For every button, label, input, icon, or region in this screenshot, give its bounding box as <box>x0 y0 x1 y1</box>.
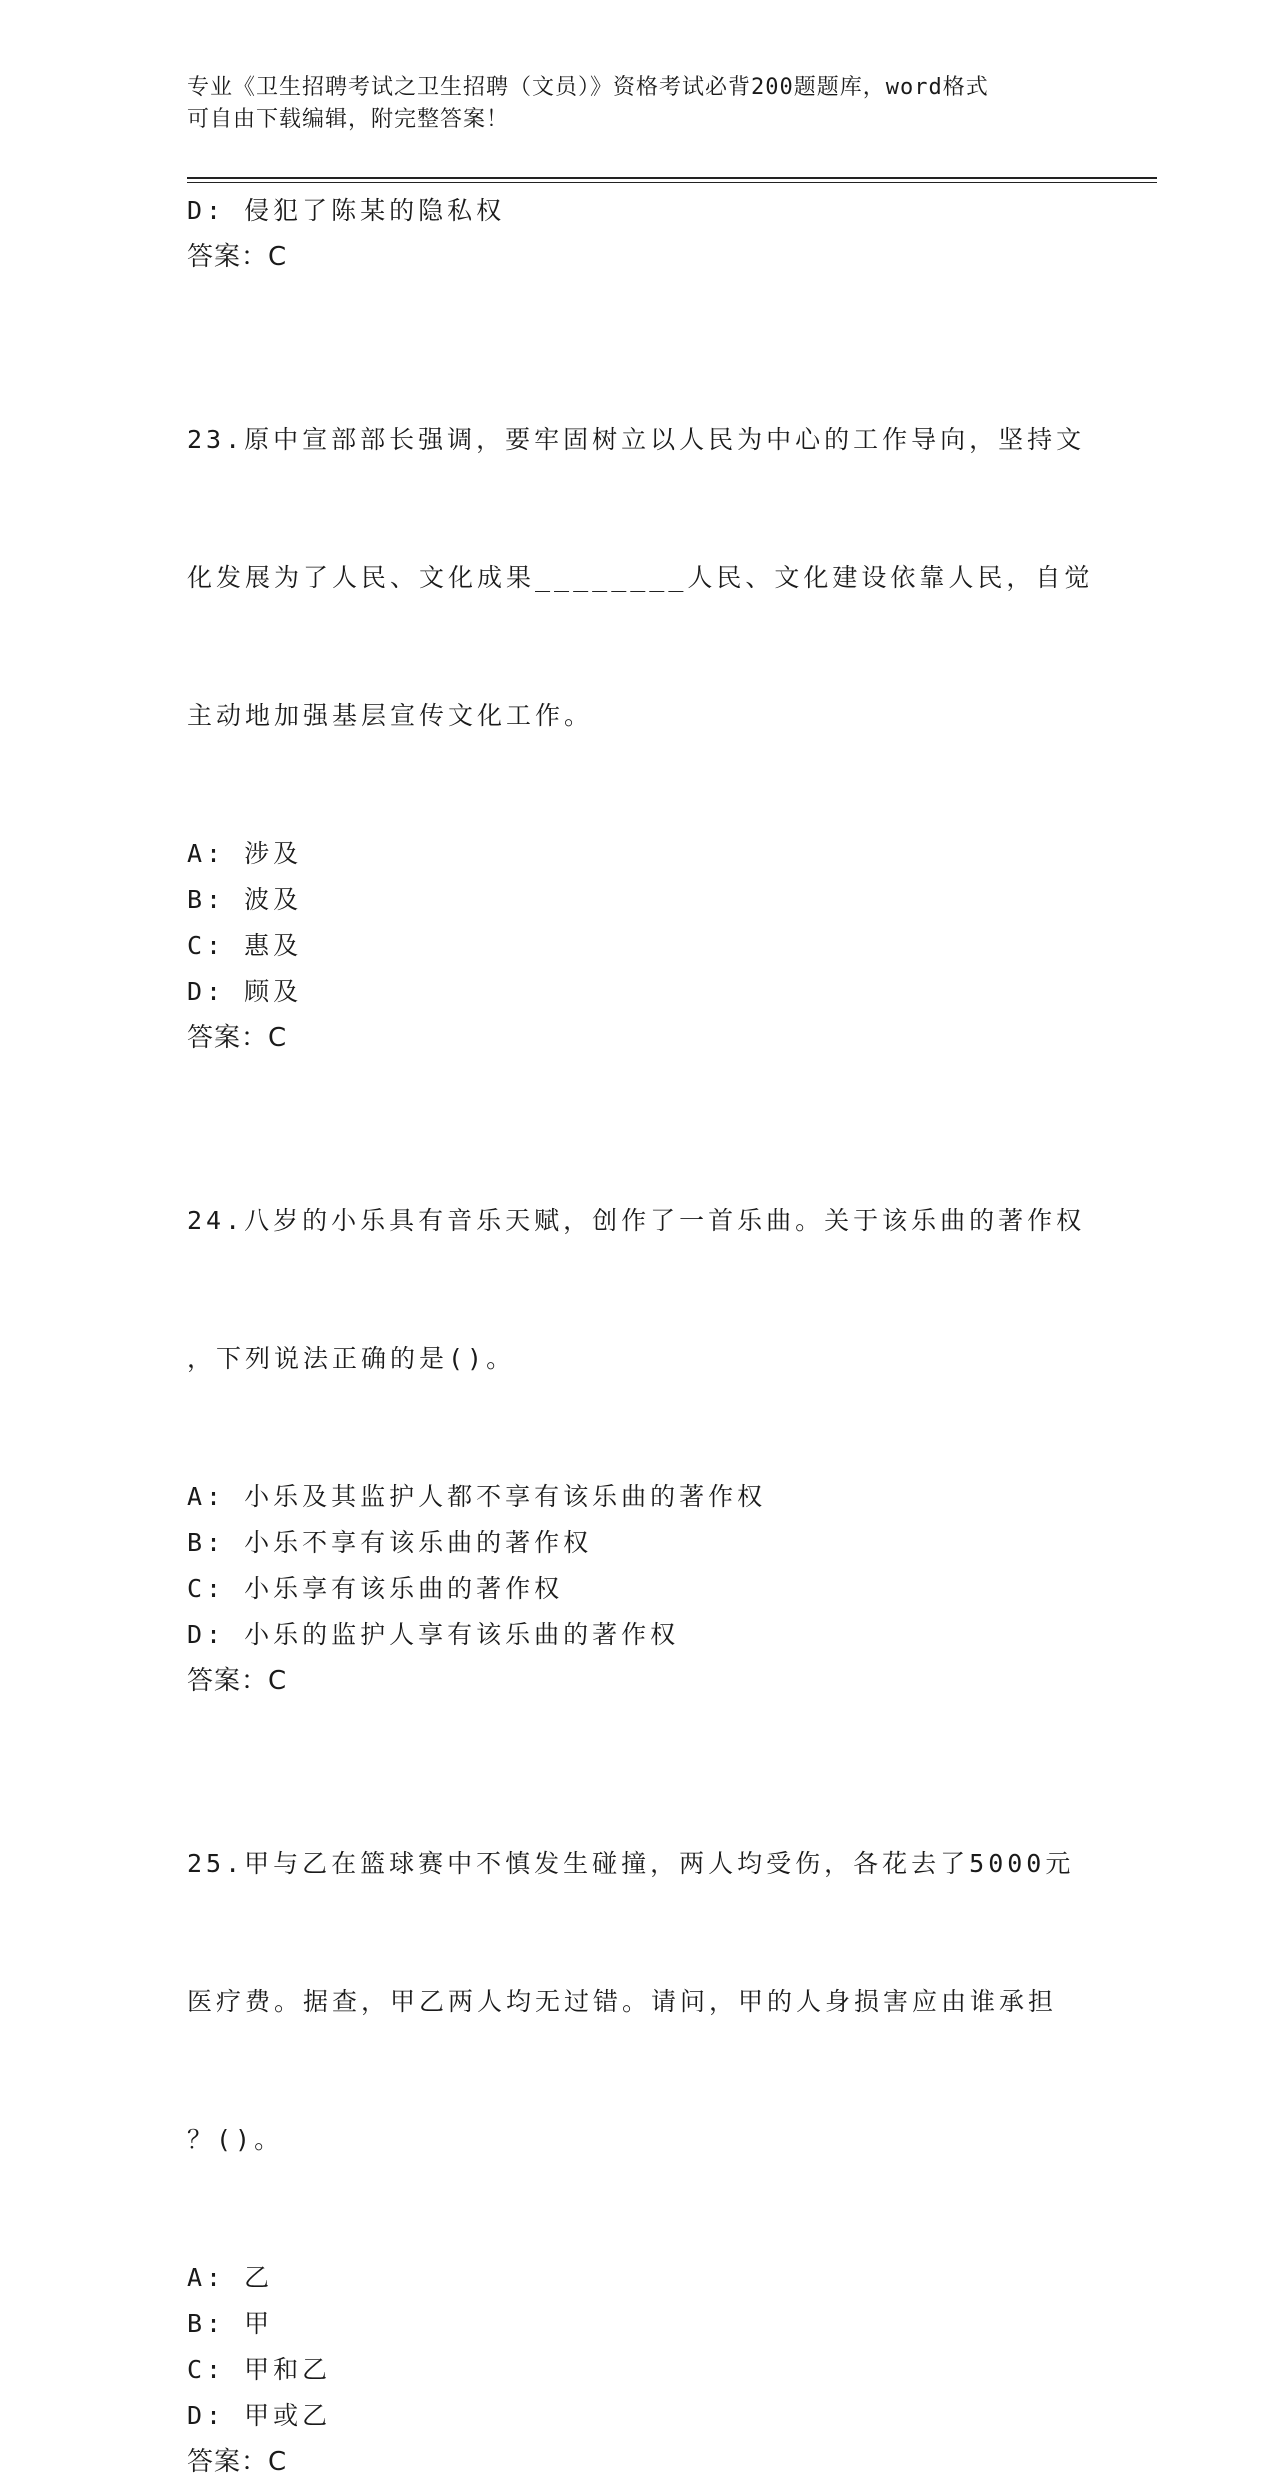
question-23 <box>187 325 1094 1061</box>
header-title-line-2: 可自由下载编辑，附完整答案！ <box>187 107 510 132</box>
question-text-line: 24.八岁的小乐具有音乐天赋，创作了一首乐曲。关于该乐曲的著作权 <box>187 1206 1086 1235</box>
option-a: A: 小乐及其监护人都不享有该乐曲的著作权 <box>187 1482 767 1511</box>
spacer <box>187 1704 1087 1749</box>
option-b: B: 波及 <box>187 885 303 914</box>
question-25 <box>187 1749 1087 2485</box>
document-body <box>187 188 1094 2485</box>
question-text-line: 23.原中宣部部长强调，要牢固树立以人民为中心的工作导向，坚持文 <box>187 425 1086 454</box>
option-c: C: 甲和乙 <box>187 2355 332 2384</box>
option-a: A: 涉及 <box>187 839 303 868</box>
prev-question-tail <box>187 188 1087 280</box>
question-text <box>187 325 1094 831</box>
option-c: C: 惠及 <box>187 931 303 960</box>
question-text-line: ，下列说法正确的是()。 <box>187 1344 516 1373</box>
option-d: D: 小乐的监护人享有该乐曲的著作权 <box>187 1620 680 1649</box>
option-b: B: 甲 <box>187 2309 274 2338</box>
document-header <box>187 72 1087 136</box>
question-text-line: 化发展为了人民、文化成果________人民、文化建设依靠人民，自觉 <box>187 563 1094 592</box>
option-d: D: 顾及 <box>187 977 303 1006</box>
question-24 <box>187 1106 1087 1704</box>
option-a: A: 乙 <box>187 2263 274 2292</box>
option-d: D: 甲或乙 <box>187 2401 332 2430</box>
question-text-line: 25.甲与乙在篮球赛中不慎发生碰撞，两人均受伤，各花去了5000元 <box>187 1849 1075 1878</box>
spacer <box>187 280 1087 325</box>
spacer <box>187 1061 1087 1106</box>
header-divider-thick <box>187 177 1157 179</box>
question-text-line: 医疗费。据查，甲乙两人均无过错。请问，甲的人身损害应由谁承担 <box>187 1987 1058 2016</box>
answer-line: 答案：C <box>187 242 288 272</box>
option-d: D: 侵犯了陈某的隐私权 <box>187 196 506 225</box>
header-title-line-1: 专业《卫生招聘考试之卫生招聘（文员）》资格考试必背200题题库，word格式 <box>187 75 989 100</box>
header-divider-thin <box>187 182 1157 183</box>
question-text <box>187 1749 1075 2255</box>
question-text-line: ？()。 <box>187 2125 284 2154</box>
answer-line: 答案：C <box>187 2447 288 2477</box>
answer-line: 答案：C <box>187 1666 288 1696</box>
option-b: B: 小乐不享有该乐曲的著作权 <box>187 1528 593 1557</box>
question-text-line: 主动地加强基层宣传文化工作。 <box>187 701 594 730</box>
option-c: C: 小乐享有该乐曲的著作权 <box>187 1574 564 1603</box>
answer-line: 答案：C <box>187 1023 288 1053</box>
question-text <box>187 1106 1086 1474</box>
